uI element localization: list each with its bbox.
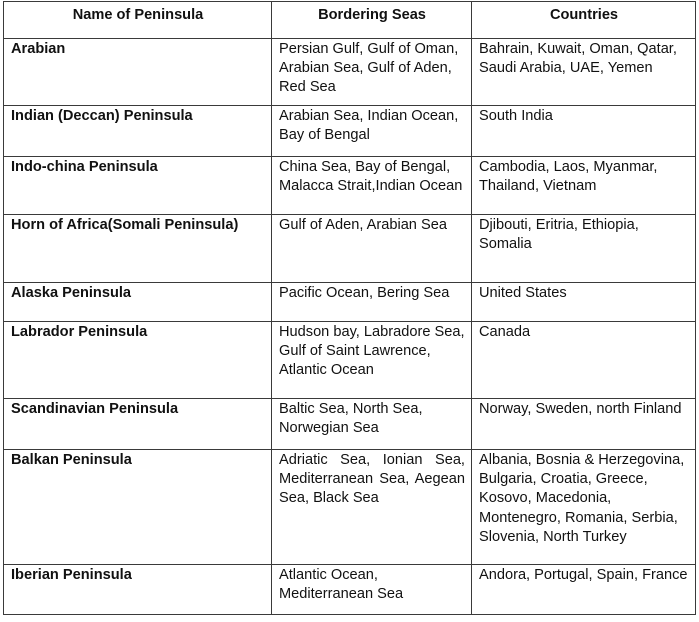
table-row: [4, 565, 696, 615]
countries: Bahrain, Kuwait, Oman, Qatar, Saudi Arabia, UAE, Yemen: [472, 39, 696, 106]
table-row: [4, 157, 696, 215]
header-name-of-peninsula: Name of Peninsula: [4, 2, 272, 39]
countries: Norway, Sweden, north Finland: [472, 399, 696, 450]
peninsula-name: Arabian: [4, 39, 272, 106]
peninsula-name: Iberian Peninsula: [4, 565, 272, 615]
peninsula-table: [3, 1, 696, 615]
bordering-seas: Persian Gulf, Gulf of Oman, Arabian Sea, Gulf of Aden, Red Sea: [272, 39, 472, 106]
table-row: [4, 399, 696, 450]
bordering-seas: Adriatic Sea, Ionian Sea, Mediterranean Sea, Aegean Sea, Black Sea: [272, 450, 472, 565]
peninsula-name: Indian (Deccan) Peninsula: [4, 106, 272, 157]
countries: Djibouti, Eritria, Ethiopia, Somalia: [472, 215, 696, 283]
bordering-seas: Hudson bay, Labradore Sea, Gulf of Saint Lawrence, Atlantic Ocean: [272, 322, 472, 399]
bordering-seas: Pacific Ocean, Bering Sea: [272, 283, 472, 322]
countries: United States: [472, 283, 696, 322]
bordering-seas: Atlantic Ocean, Mediterranean Sea: [272, 565, 472, 615]
peninsula-name: Indo-china Peninsula: [4, 157, 272, 215]
table-row: [4, 322, 696, 399]
table-row: [4, 106, 696, 157]
countries: Cambodia, Laos, Myanmar, Thailand, Vietnam: [472, 157, 696, 215]
peninsula-name: Scandinavian Peninsula: [4, 399, 272, 450]
table-header-row: [4, 2, 696, 39]
header-countries: Countries: [472, 2, 696, 39]
countries: Albania, Bosnia & Herzegovina, Bulgaria, Croatia, Greece, Kosovo, Macedonia, Montenegro, Romania, Serbia, Slovenia, North Turkey: [472, 450, 696, 565]
table-row: [4, 39, 696, 106]
table-row: [4, 283, 696, 322]
peninsula-name: Alaska Peninsula: [4, 283, 272, 322]
bordering-seas: China Sea, Bay of Bengal, Malacca Strait,Indian Ocean: [272, 157, 472, 215]
bordering-seas: Arabian Sea, Indian Ocean, Bay of Bengal: [272, 106, 472, 157]
peninsula-name: Balkan Peninsula: [4, 450, 272, 565]
countries: South India: [472, 106, 696, 157]
peninsula-name: Labrador Peninsula: [4, 322, 272, 399]
table-row: [4, 450, 696, 565]
peninsula-name: Horn of Africa(Somali Peninsula): [4, 215, 272, 283]
countries: Canada: [472, 322, 696, 399]
countries: Andora, Portugal, Spain, France: [472, 565, 696, 615]
header-bordering-seas: Bordering Seas: [272, 2, 472, 39]
bordering-seas: Baltic Sea, North Sea, Norwegian Sea: [272, 399, 472, 450]
bordering-seas: Gulf of Aden, Arabian Sea: [272, 215, 472, 283]
table-row: [4, 215, 696, 283]
